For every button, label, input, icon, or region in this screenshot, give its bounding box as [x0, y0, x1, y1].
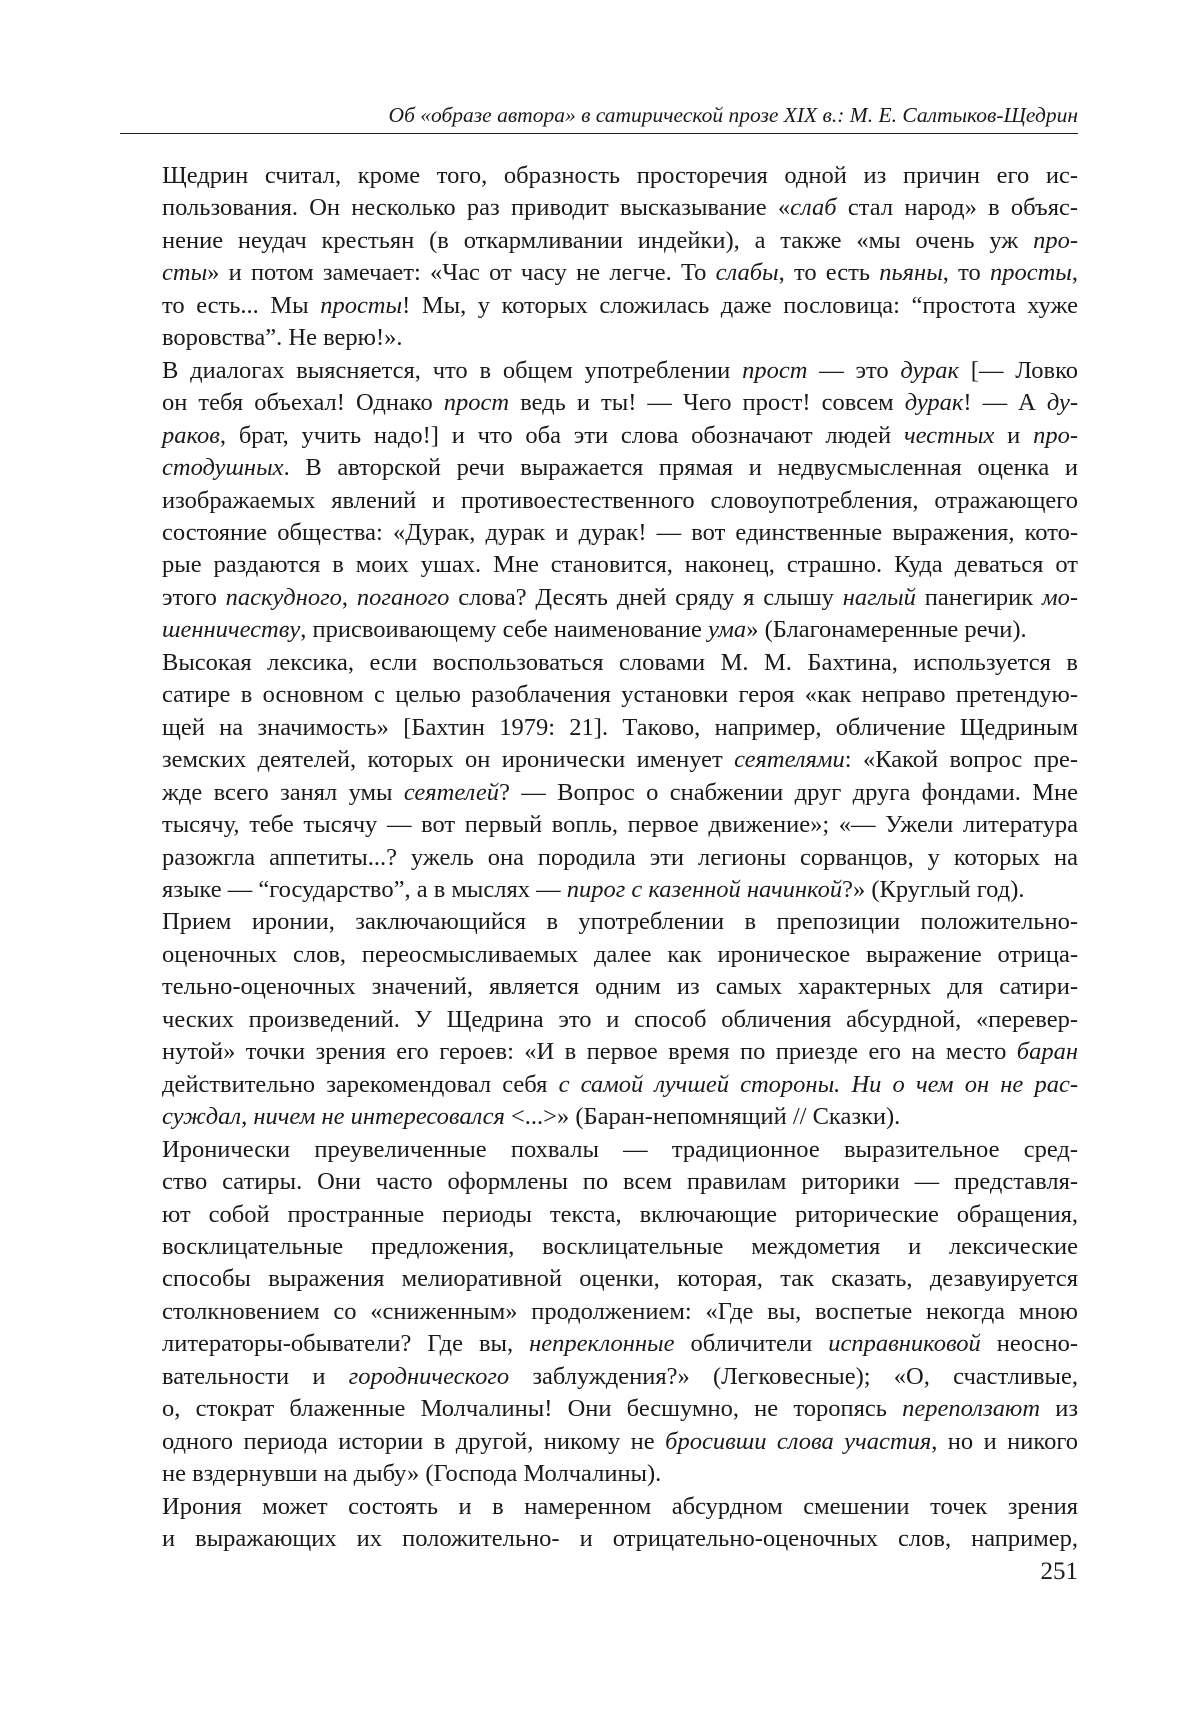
italic-run: дурак: [900, 356, 960, 384]
text-run: , то: [942, 259, 990, 287]
text-run: ют собой пространные периоды текста, включающие риторические обращения,: [162, 1200, 1078, 1228]
text-run: воровства”. Не верю!».: [162, 324, 403, 352]
italic-run: просты: [989, 259, 1072, 287]
italic-run: стодушных: [162, 454, 284, 482]
text-line: [120, 160, 1078, 192]
text-line: [120, 549, 1078, 581]
text-line: [120, 1166, 1078, 1198]
text-line: [120, 744, 1078, 776]
text-run: стал народ» в объяс-: [836, 194, 1078, 222]
text-line: [120, 809, 1078, 841]
text-run: тысячу, тебе тысячу — вот первый вопль, первое движение»; «— Ужели литература: [162, 811, 1078, 839]
italic-run: про-: [1033, 421, 1078, 449]
header-rule: [120, 133, 1078, 134]
text-run: , но и никого: [931, 1427, 1079, 1455]
text-run: литераторы-обыватели? Где вы,: [162, 1330, 530, 1358]
text-line: [120, 322, 1078, 354]
text-line: [120, 906, 1078, 938]
italic-run: наглый: [842, 583, 916, 611]
page-number: 251: [1040, 1558, 1078, 1585]
italic-run: слабы: [715, 259, 779, 287]
text-run: рые раздаются в моих ушах. Мне становится, наконец, страшно. Куда деваться от: [162, 551, 1078, 579]
italic-run: паскудного: [225, 583, 342, 611]
text-run: ,: [1071, 259, 1079, 287]
italic-run: дурак: [904, 389, 964, 417]
text-run: обличители: [674, 1330, 829, 1358]
italic-run: про-: [1033, 226, 1078, 254]
italic-run: раков: [162, 421, 220, 449]
text-line: [120, 874, 1078, 906]
text-run: Иронически преувеличенные похвалы — традиционное выразительное сред-: [162, 1135, 1078, 1163]
italic-run: пьяны: [879, 259, 943, 287]
text-run: слова? Десять дней сряду я слышу: [449, 583, 843, 611]
text-line: [120, 1361, 1078, 1393]
text-line: [120, 679, 1078, 711]
text-run: восклицательные предложения, восклицательные междометия и лексические: [162, 1232, 1078, 1260]
body-text: [120, 160, 1078, 1555]
text-run: Прием иронии, заключающийся в употреблении в препозиции положительно-: [162, 908, 1078, 936]
paragraph: [120, 1491, 1078, 1556]
text-line: [120, 1296, 1078, 1328]
text-line: [120, 1069, 1078, 1101]
text-run: Щедрин считал, кроме того, образность просторечия одной из причин его ис-: [162, 162, 1078, 189]
text-run: изображаемых явлений и противоестественного словоупотребления, отражающего: [162, 486, 1078, 514]
text-line: [120, 1393, 1078, 1425]
italic-run: пирог с казенной начинкой: [566, 875, 843, 903]
text-run: из: [1040, 1395, 1079, 1423]
text-run: щей на значимость» [Бахтин 1979: 21]. Таково, например, обличение Щедриным: [162, 713, 1078, 741]
text-line: [120, 225, 1078, 257]
italic-run: прост: [742, 356, 808, 384]
italic-run: с самой лучшей стороны. Ни о чем он не рас-: [558, 1070, 1078, 1098]
italic-run: сеятелями: [734, 746, 845, 774]
text-run: нутой» точки зрения его героев: «И в первое время по приезде его на место: [162, 1038, 1017, 1066]
text-line: [120, 1426, 1078, 1458]
text-line: [120, 582, 1078, 614]
text-line: [120, 1231, 1078, 1263]
text-run: состояние общества: «Дурак, дурак и дурак! — вот единственные выражения, кото-: [162, 518, 1078, 546]
text-run: Высокая лексика, если воспользоваться словами М. М. Бахтина, используется в: [162, 648, 1078, 676]
text-line: [120, 485, 1078, 517]
text-run: » и потом замечает: «Час от часу не легче. То: [207, 259, 716, 287]
italic-run: просты: [320, 291, 403, 319]
italic-run: городнического: [348, 1362, 510, 1390]
paragraph: [120, 906, 1078, 1133]
text-line: [120, 842, 1078, 874]
italic-run: прост: [443, 389, 510, 417]
text-run: <...>» (Баран-непомнящий // Сказки).: [504, 1103, 901, 1131]
text-run: ство сатиры. Они часто оформлены по всем правилам риторики — представля-: [162, 1168, 1078, 1196]
paragraph: [120, 647, 1078, 907]
text-line: [120, 1523, 1078, 1555]
text-run: он тебя объехал! Однако: [162, 389, 444, 417]
text-run: сатире в основном с целью разоблачения установки героя «как неправо претендую-: [162, 681, 1078, 709]
text-run: панегирик: [915, 583, 1042, 611]
text-run: пользования. Он несколько раз приводит высказывание «: [162, 194, 791, 222]
text-line: [120, 1458, 1078, 1490]
text-run: не вздернувши на дыбу» (Господа Молчалины).: [162, 1460, 662, 1488]
text-run: ? — Вопрос о снабжении друг друга фондами. Мне: [499, 778, 1078, 806]
text-run: земских деятелей, которых он иронически именует: [162, 746, 735, 774]
text-line: [120, 290, 1078, 322]
text-run: жде всего занял умы: [162, 778, 404, 806]
text-line: [120, 355, 1078, 387]
italic-run: мо-: [1041, 583, 1078, 611]
text-run: ?» (Круглый год).: [842, 875, 1025, 903]
text-run: : «Какой вопрос пре-: [844, 746, 1078, 774]
text-line: [120, 939, 1078, 971]
italic-run: сты: [162, 259, 208, 287]
italic-run: баран: [1016, 1038, 1078, 1066]
text-run: Ирония может состоять и в намеренном абсурдном смешении точек зрения: [162, 1492, 1078, 1520]
italic-run: честных: [903, 421, 995, 449]
italic-run: бросивши слова участия: [665, 1427, 932, 1455]
text-run: о, стократ блаженные Молчалины! Они бесшумно, не торопясь: [162, 1395, 903, 1423]
text-run: языке — “государство”, а в мыслях —: [162, 875, 567, 903]
text-line: [120, 1199, 1078, 1231]
text-line: [120, 1036, 1078, 1068]
italic-run: шенничеству: [162, 616, 301, 644]
text-run: нение неудач крестьян (в откармливании индейки), а также «мы очень уж: [162, 226, 1034, 254]
text-line: [120, 1491, 1078, 1523]
italic-run: ду-: [1046, 389, 1078, 417]
text-run: столкновением со «сниженным» продолжением: «Где вы, воспетые некогда мною: [162, 1297, 1078, 1325]
text-run: тельно-оценочных значений, является одним из самых характерных для сатири-: [162, 973, 1078, 1001]
text-line: [120, 452, 1078, 484]
text-run: то есть... Мы: [162, 291, 321, 319]
text-run: В диалогах выясняется, что в общем употреблении: [162, 356, 743, 384]
italic-run: сеятелей: [403, 778, 500, 806]
text-line: [120, 1004, 1078, 1036]
text-run: , брат, учить надо!] и что оба эти слова обозначают людей: [219, 421, 904, 449]
text-line: [120, 1263, 1078, 1295]
text-run: вательности и: [162, 1362, 349, 1390]
text-run: . В авторской речи выражается прямая и недвусмысленная оценка и: [283, 454, 1078, 482]
text-line: [120, 387, 1078, 419]
italic-run: суждал, ничем не интересовался: [162, 1103, 505, 1131]
text-run: этого: [162, 583, 226, 611]
text-line: [120, 1328, 1078, 1360]
text-run: ческих произведений. У Щедрина это и способ обличения абсурдной, «перевер-: [162, 1005, 1078, 1033]
text-run: неосно-: [980, 1330, 1079, 1358]
text-line: [120, 647, 1078, 679]
text-line: [120, 1101, 1078, 1133]
paragraph: [120, 355, 1078, 647]
text-run: одного периода истории в другой, никому не: [162, 1427, 666, 1455]
italic-run: переползают: [902, 1395, 1041, 1423]
text-run: оценочных слов, переосмысливаемых далее как ироническое выражение отрица-: [162, 940, 1078, 968]
text-run: ведь и ты! — Чего прост! совсем: [509, 389, 905, 417]
text-line: [120, 517, 1078, 549]
text-line: [120, 712, 1078, 744]
text-line: [120, 1134, 1078, 1166]
text-run: , то есть: [778, 259, 880, 287]
text-line: [120, 192, 1078, 224]
text-run: разожгла аппетиты...? ужель она породила эти легионы сорванцов, у которых на: [162, 843, 1078, 871]
italic-run: слаб: [790, 194, 837, 222]
text-run: способы выражения мелиоративной оценки, которая, так сказать, дезавуируется: [162, 1265, 1078, 1293]
text-run: и: [994, 421, 1034, 449]
text-run: действительно зарекомендовал себя: [162, 1070, 559, 1098]
text-line: [120, 777, 1078, 809]
text-line: [120, 971, 1078, 1003]
italic-run: исправниковой: [828, 1330, 981, 1358]
text-run: , присвоивающему себе наименование: [300, 616, 709, 644]
text-run: ! — А: [963, 389, 1047, 417]
text-run: заблуждения?» (Легковесные); «О, счастливые,: [509, 1362, 1078, 1390]
text-run: [— Ловко: [959, 356, 1078, 384]
text-line: [120, 420, 1078, 452]
text-run: ! Мы, у которых сложилась даже пословица: “простота хуже: [402, 291, 1078, 319]
text-line: [120, 257, 1078, 289]
text-run: — это: [807, 356, 901, 384]
italic-run: непреклонные: [529, 1330, 675, 1358]
text-run: » (Благонамеренные речи).: [746, 616, 1027, 644]
italic-run: ума: [708, 616, 747, 644]
paragraph: [120, 160, 1078, 355]
text-line: [120, 614, 1078, 646]
text-run: и выражающих их положительно- и отрицательно-оценочных слов, например,: [162, 1525, 1078, 1553]
paragraph: [120, 1134, 1078, 1491]
text-run: ,: [341, 583, 357, 611]
italic-run: поганого: [356, 583, 450, 611]
running-head: Об «образе автора» в сатирической прозе XIX в.: М. Е. Салтыков-Щедрин: [388, 103, 1078, 127]
